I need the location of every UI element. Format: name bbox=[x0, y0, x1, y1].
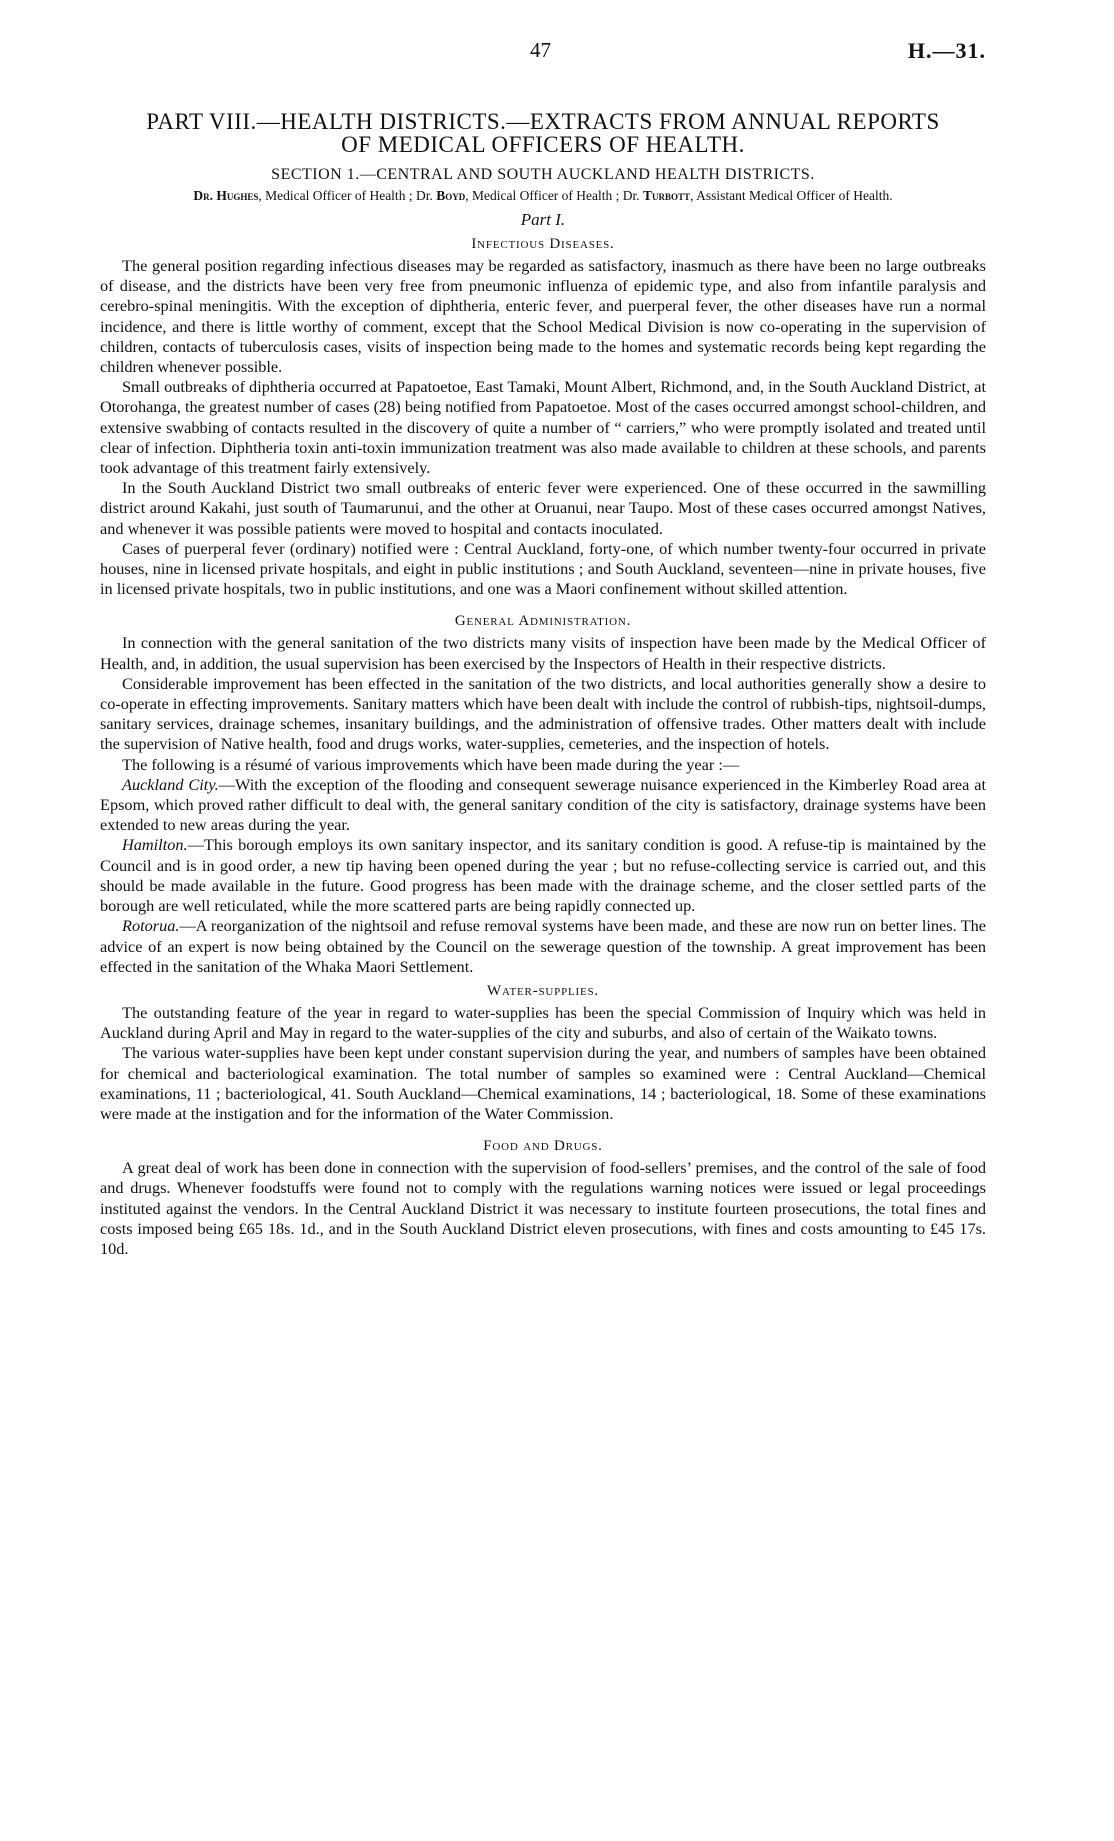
heading-general-administration: General Administration. bbox=[454, 613, 632, 630]
title-line-2: OF MEDICAL OFFICERS OF HEALTH. bbox=[341, 132, 745, 157]
place-name: Auckland City. bbox=[122, 774, 219, 794]
place-name: Hamilton. bbox=[122, 835, 188, 855]
officer-role-1: , Medical Officer of Health ; Dr. bbox=[258, 188, 437, 203]
heading-water-supplies: Water-supplies. bbox=[487, 982, 599, 999]
paragraph-text: —This borough employs its own sanitary inspector, and its sanitary condition is good. A refuse-tip is maintained by the Council and is in good order, a new tip having been opened during the year ; but no refuse-collecting service is carried out, and this should be made available in the future. Good progress has been made with the drainage scheme, and the closer settled parts of the borough are well reticulated, while the more scattered parts are being rapidly connected up. bbox=[100, 835, 986, 916]
paragraph: Cases of puerperal fever (ordinary) notified were : Central Auckland, forty-one, of which number twenty-four occurred in private houses, nine in licensed private hospitals, and eight in public institutions ; and South Auckland, seventeen—nine in private houses, five in licensed private hospitals, two in public institutions, and one was a Maori confinement without skilled attention. bbox=[100, 538, 986, 599]
paragraph-auckland bbox=[100, 775, 986, 836]
paragraph: The general position regarding infectious diseases may be regarded as satisfactory, inasmuch as there have been no large outbreaks of disease, and the districts have been very free from pneumonic influenza of epidemic type, and also from infantile paralysis and cerebro-spinal meningitis. With the exception of diphtheria, enteric fever, and puerperal fever, the other diseases have run a normal incidence, and there is little worthy of comment, except that the School Medical Division is now co-operating in the supervision of children, contacts of tuberculosis cases, visits of inspection being made to the homes and systematic records being kept regarding the children whenever possible. bbox=[100, 256, 986, 377]
officers-line bbox=[140, 188, 946, 204]
place-name: Rotorua. bbox=[122, 916, 180, 936]
officer-role-3: , Assistant Medical Officer of Health. bbox=[690, 188, 893, 203]
part-title: Part I. bbox=[520, 210, 566, 229]
paragraph: Considerable improvement has been effected in the sanitation of the two districts, and local authorities generally show a desire to co-operate in effecting improvements. Sanitary matters which have been dealt with include the control of rubbish-tips, nightsoil-dumps, sanitary services, drainage schemes, insanitary buildings, and the administration of offensive trades. Other matters dealt with include the supervision of Native health, food and drugs works, water-supplies, cemeteries, and the inspection of hotels. bbox=[100, 673, 986, 754]
paragraph-text: —A reorganization of the nightsoil and refuse removal systems have been made, and these are now run on better lines. The advice of an expert is now being obtained by the Council on the sewerage question of the township. A great improvement has been effected in the sanitation of the Whaka Maori Settlement. bbox=[100, 916, 986, 976]
page-title bbox=[100, 110, 986, 156]
page-number: 47 bbox=[530, 38, 551, 62]
paragraph: A great deal of work has been done in connection with the supervision of food-sellers’ premises, and the control of the sale of food and drugs. Whenever foodstuffs were found not to comply with the regulations warning notices were issued or legal proceedings instituted against the vendors. In the Central Auckland District it was necessary to institute fourteen prosecutions, the total fines and costs imposed being £65 18s. 1d., and in the South Auckland District eleven prosecutions, with fines and costs amounting to £45 17s. 10d. bbox=[100, 1158, 986, 1258]
officer-role-2: , Medical Officer of Health ; Dr. bbox=[465, 188, 644, 203]
paragraph-text: —With the exception of the flooding and consequent sewerage nuisance experienced in the Kimberley Road area at Epsom, which proved rather difficult to deal with, the general sanitary condition of the city is satisfactory, drainage systems have been extended to new areas during the year. bbox=[100, 774, 987, 835]
paragraph: In the South Auckland District two small outbreaks of enteric fever were experienced. One of these occurred in the sawmilling district around Kakahi, just south of Taumarunui, and the other at Oruanui, near Taupo. Most of these cases occurred amongst Natives, and whenever it was possible patients were moved to hospital and contacts inoculated. bbox=[100, 478, 986, 538]
title-line-1: PART VIII.—HEALTH DISTRICTS.—EXTRACTS FROM ANNUAL REPORTS bbox=[146, 109, 940, 134]
paragraph: The various water-supplies have been kept under constant supervision during the year, and numbers of samples have been obtained for chemical and bacteriological examination. The total number of samples so examined were : Central Auckland—Chemical examinations, 11 ; bacteriological, 41. South Auckland—Chemical examinations, 14 ; bacteriological, 18. Some of these examinations were made at the instigation and for the information of the Water Commission. bbox=[100, 1043, 986, 1123]
officer-name-1: Dr. Hughes bbox=[193, 188, 259, 203]
paragraph: The following is a résumé of various improvements which have been made during the year :— bbox=[122, 754, 740, 774]
running-header bbox=[0, 38, 1114, 68]
paragraph: The outstanding feature of the year in regard to water-supplies has been the special Commission of Inquiry which was held in Auckland during April and May in regard to the water-supplies of the city and suburbs, and also of certain of the Waikato towns. bbox=[100, 1002, 986, 1043]
heading-food-and-drugs: Food and Drugs. bbox=[483, 1138, 603, 1155]
paragraph-rotorua bbox=[100, 916, 986, 977]
page-content bbox=[100, 110, 986, 1259]
officer-name-2: Boyd bbox=[436, 188, 466, 203]
heading-infectious-diseases: Infectious Diseases. bbox=[471, 236, 615, 252]
document-reference: H.—31. bbox=[907, 38, 986, 63]
paragraph: Small outbreaks of diphtheria occurred at Papatoetoe, East Tamaki, Mount Albert, Richmond, and, in the South Auckland District, at Otorohanga, the greatest number of cases (28) being notified from Papatoetoe. Most of the cases occurred amongst school-children, and extensive swabbing of contacts resulted in the discovery of quite a number of “ carriers,” who were promptly isolated and treated until clear of infection. Diphtheria toxin anti-toxin immunization treatment was also made available to children at these schools, and parents took advantage of this treatment fairly extensively. bbox=[100, 377, 986, 478]
paragraph-hamilton bbox=[100, 835, 986, 916]
section-title: SECTION 1.—CENTRAL AND SOUTH AUCKLAND HEALTH DISTRICTS. bbox=[271, 166, 815, 183]
officer-name-3: Turbott bbox=[643, 188, 691, 203]
paragraph: In connection with the general sanitation of the two districts many visits of inspection have been made by the Medical Officer of Health, and, in addition, the usual supervision has been exercised by the Inspectors of Health in their respective districts. bbox=[100, 633, 986, 673]
